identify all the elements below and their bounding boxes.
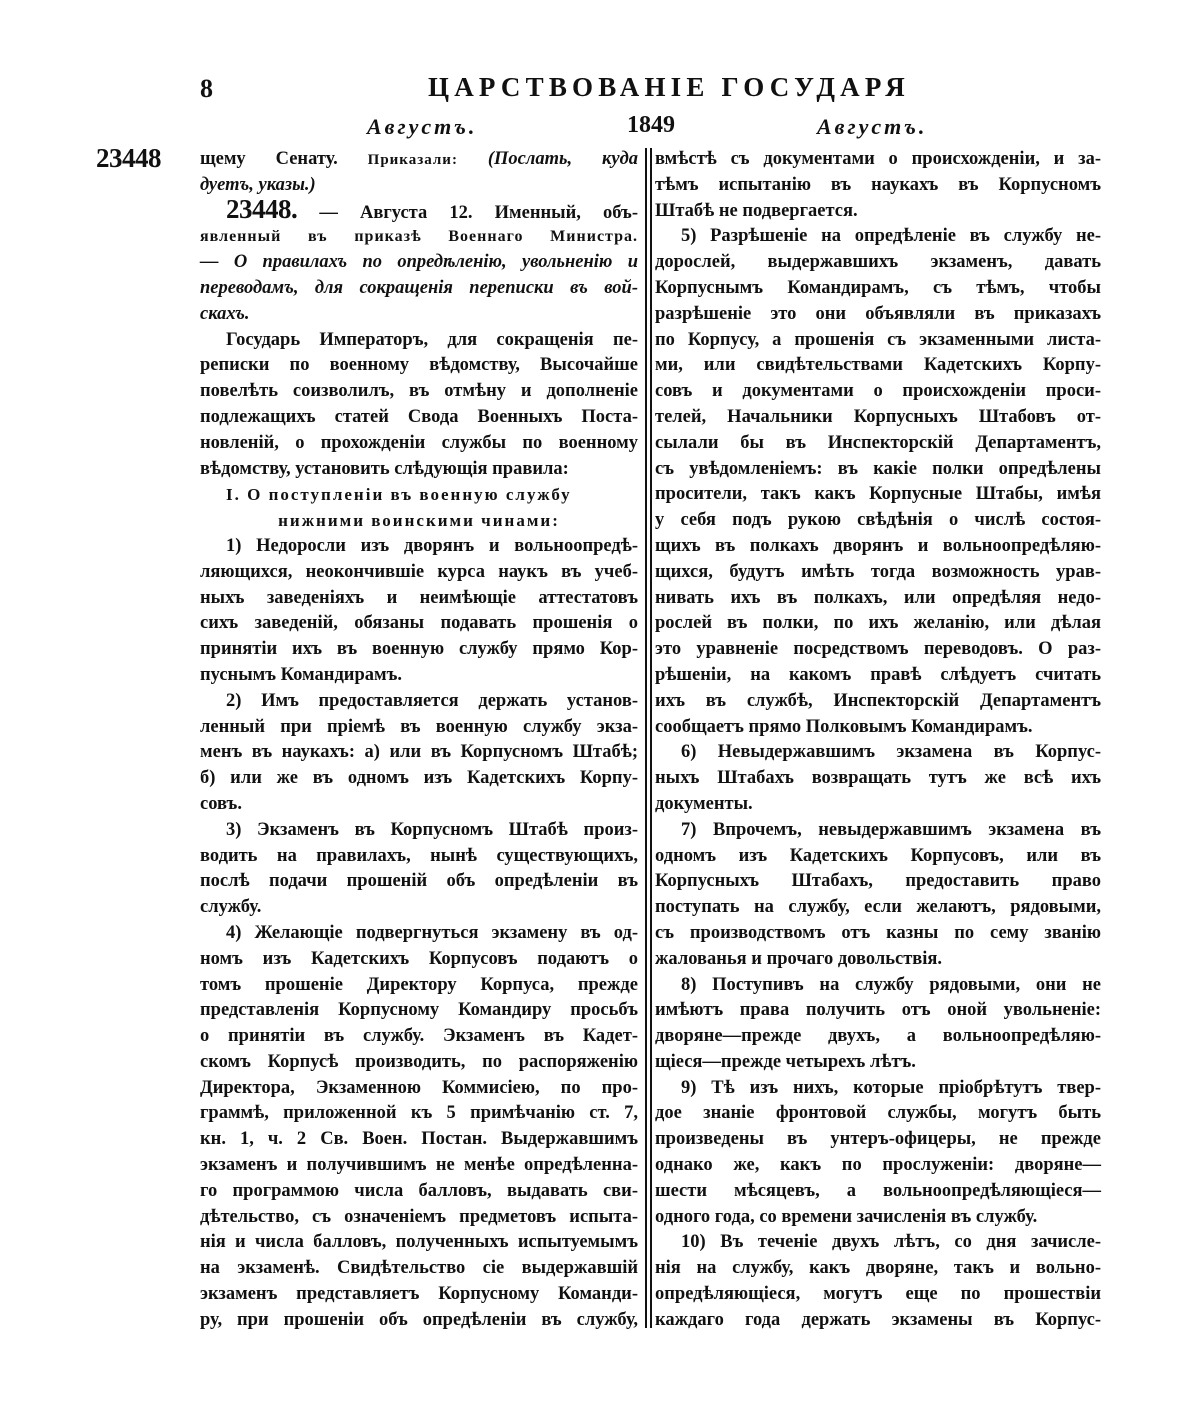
year: 1849 (627, 112, 675, 138)
right-column (655, 147, 1101, 1334)
text-line: нижними воинскими чинами: (278, 511, 560, 531)
text-line: 8) Поступивъ на службу рядовыми, они не (681, 974, 1101, 995)
text-line: 6) Невыдержавшимъ экзамена въ Корпус- (681, 742, 1101, 763)
text-line: водить на правилахъ, нынѣ существующихъ, (200, 845, 638, 866)
text-line: ихъ въ службѣ, Инспекторскій Департаментъ (655, 690, 1101, 711)
act-date: — Августа 12. Именный, объ- (319, 202, 638, 223)
text-line: томъ прошеніе Директору Корпуса, прежде (200, 974, 638, 995)
right-body (655, 147, 1101, 1334)
text-line: просители, такъ какъ Корпусные Штабы, имѣя (655, 484, 1101, 505)
text-line: однако же, какъ по прослуженіи: дворяне— (655, 1155, 1101, 1176)
text-line: рослей въ полки, по ихъ желанію, или дѣлая (655, 613, 1101, 634)
text-line: Штабѣ не подвергается. (655, 200, 858, 221)
paragraph (200, 818, 638, 921)
ordered-label: Приказали: (367, 152, 458, 168)
text-line: телей, Начальники Корпусныхъ Штабовъ от- (655, 406, 1101, 427)
text-line: 10) Въ теченіе двухъ лѣтъ, со дня зачисле- (681, 1232, 1101, 1253)
text-line: поступать на службу, если желаютъ, рядовыми, (655, 897, 1101, 918)
paragraph (655, 1076, 1101, 1231)
text-line: совъ и документами о происхожденіи проси- (655, 381, 1101, 402)
text-line: I. О поступленіи въ военную службу (226, 485, 572, 505)
text-line: одномъ изъ Кадетскихъ Корпусовъ, или въ (655, 845, 1101, 866)
text-line: дворяне—прежде двухъ, а вольноопредѣляю- (655, 1026, 1101, 1047)
left-body (200, 328, 638, 1334)
text-line: ленный при пріемѣ въ военную службу экза- (200, 716, 638, 737)
text-line: 9) Тѣ изъ нихъ, которые пріобрѣтутъ твер- (681, 1077, 1101, 1098)
text-line: 2) Имъ предоставляется держать установ- (226, 690, 638, 711)
paragraph (200, 689, 638, 818)
text-line: кн. 1, ч. 2 Св. Воен. Постан. Выдержавшимъ (200, 1129, 638, 1150)
text-line: послѣ подачи прошеній объ опредѣленіи въ (200, 871, 638, 892)
text-line: на экзаменѣ. Свидѣтельство сіе выдержавшій (200, 1258, 638, 1279)
text-line: шести мѣсяцевъ, а вольноопредѣляющіеся— (655, 1180, 1101, 1201)
paragraph (655, 973, 1101, 1076)
text-line: принятіи ихъ въ военную службу прямо Кор- (200, 639, 638, 660)
paragraph (200, 534, 638, 689)
running-title: ЦАРСТВОВАНІЕ ГОСУДАРЯ (428, 72, 910, 102)
text-line: б) или же въ одномъ изъ Кадетскихъ Корпу- (200, 768, 638, 789)
paragraph (655, 147, 1101, 224)
text-line: новленій, о прохожденіи службы по военному (200, 432, 638, 453)
left-column (200, 147, 638, 1334)
text-line: дорослей, выдержавшихъ экзаменъ, давать (655, 252, 1101, 273)
text-line: дуетъ, указы.) (200, 174, 316, 195)
text-line: вѣдомству, установить слѣдующія правила: (200, 458, 569, 479)
text-line: экзаменъ и получившимъ не менѣе опредѣленна- (200, 1155, 638, 1176)
text-line: ляющихся, неокончившіе курса наукъ въ учеб- (200, 561, 638, 582)
paragraph (200, 328, 638, 483)
act-title-line: — О правилахъ по опредѣленію, увольненію и (200, 252, 638, 273)
text-line: тѣмъ испытанію въ наукахъ въ Корпусномъ (655, 174, 1101, 195)
text-line (200, 147, 638, 173)
paragraph (655, 224, 1101, 740)
text-line: рѣшеніи, на какомъ правѣ слѣдуетъ считать (655, 664, 1101, 685)
text-line: имѣютъ права получить отъ оной увольненіе: (655, 1000, 1101, 1021)
text-line: ми, или свидѣтельствами Кадетскихъ Корпу- (655, 355, 1101, 376)
text-line: разрѣшеніе это они объявляли въ приказахъ (655, 303, 1101, 324)
text-line: нивать ихъ въ полкахъ, или опредѣляя недо- (655, 587, 1101, 608)
text-line: о принятіи въ службу. Экзаменъ въ Кадет- (200, 1026, 638, 1047)
text-line: скомъ Корпусѣ производить, по распоряженію (200, 1051, 638, 1072)
text-line: 3) Экзаменъ въ Корпусномъ Штабѣ произ- (226, 819, 638, 840)
text-line: у себя подъ рукою свѣдѣнія о числѣ состоя- (655, 510, 1101, 531)
text-line: повелѣть соизволилъ, въ отмѣну и дополненіе (200, 381, 638, 402)
text-line: съ производствомъ отъ казны по сему званію (655, 922, 1101, 943)
text-line: 5) Разрѣшеніе на опредѣленіе въ службу не- (681, 226, 1101, 247)
text-line: Корпуснымъ Командирамъ, съ тѣмъ, чтобы (655, 277, 1101, 298)
text-line: менъ въ наукахъ: а) или въ Корпусномъ Штабѣ; (200, 742, 638, 763)
paragraph (655, 1230, 1101, 1333)
text-line: съ увѣдомленіемъ: въ какіе полки опредѣлены (655, 458, 1101, 479)
text-line: одного года, со времени зачисленія въ службу. (655, 1206, 1038, 1227)
text-line: по Корпусу, а прошенія съ экзаменными листа- (655, 329, 1101, 350)
text-line: вмѣстѣ съ документами о происхожденіи, и за- (655, 149, 1101, 169)
text-line: Директора, Экзаменною Коммисіею, по про- (200, 1077, 638, 1098)
text-line: это уравненіе посредствомъ переводовъ. О раз- (655, 639, 1101, 660)
text-line: нія на службу, какъ дворяне, такъ и вольно- (655, 1258, 1101, 1279)
text-line: совъ. (200, 793, 242, 814)
text-line: го программою числа балловъ, выдавать сви- (200, 1180, 638, 1201)
text-line: ныхъ заведеніяхъ и неимѣющіе аттестатовъ (200, 587, 638, 608)
page-number: 8 (200, 74, 213, 103)
paragraph (200, 921, 638, 1334)
text-line: службу. (200, 897, 262, 918)
text-line: Корпусныхъ Штабахъ, предоставить право (655, 871, 1101, 892)
text-line: граммѣ, приложенной къ 5 примѣчанію ст. 7, (200, 1103, 638, 1124)
text-line: ру, при прошеніи объ опредѣленіи въ службу, (200, 1309, 638, 1330)
text-line: подлежащихъ статей Свода Военныхъ Поста- (200, 406, 638, 427)
section-heading (200, 482, 638, 534)
italic-segment: (Послать, куда (487, 149, 638, 169)
text-line: явленный въ приказѣ Военнаго Министра. (200, 228, 638, 246)
text-line: дое знаніе фронтовой службы, могутъ быть (655, 1103, 1101, 1124)
text-line: щіеся—прежде четырехъ лѣтъ. (655, 1051, 916, 1072)
text-line: 1) Недоросли изъ дворянъ и вольноопредѣ- (226, 535, 638, 556)
column-divider (645, 148, 647, 1328)
act-number: 23448. (226, 193, 298, 224)
month-right: Августъ. (817, 114, 928, 139)
text-line: представленія Корпусному Командиру просьбъ (200, 1000, 638, 1021)
text-line: реписки по военному вѣдомству, Высочайше (200, 355, 638, 376)
text-line: произведены въ унтеръ-офицеры, не прежде (655, 1129, 1101, 1150)
text-line: 4) Желающіе подвергнуться экзамену въ од- (226, 922, 638, 943)
text-line: жалованья и прочаго довольствія. (655, 948, 943, 969)
text-line: документы. (655, 793, 753, 814)
paragraph (655, 818, 1101, 973)
text-line: нія и числа балловъ, полученныхъ испытуемымъ (200, 1232, 638, 1253)
text-line: сихъ заведеній, обязаны подавать прошенія о (200, 613, 638, 634)
paragraph (655, 740, 1101, 817)
act-title-line: скахъ. (200, 303, 250, 324)
text-line: щихся, будутъ имѣть тогда возможность урав- (655, 561, 1101, 582)
text-line: сылали бы въ Инспекторскій Департаментъ, (655, 432, 1101, 453)
text-segment: щему Сенату. (200, 149, 338, 169)
text-line: опредѣляющіеся, могутъ еще по прошествіи (655, 1284, 1101, 1305)
column-divider (650, 148, 652, 1328)
month-left: Августъ. (367, 114, 478, 139)
text-line: Государь Императоръ, для сокращенія пе- (226, 329, 638, 350)
act-heading-line (200, 193, 638, 225)
text-line: экзаменъ представляетъ Корпусному Команди- (200, 1284, 638, 1305)
text-line: каждаго года держать экзамены въ Корпус- (655, 1309, 1101, 1330)
text-line: сообщаетъ прямо Полковымъ Командирамъ. (655, 716, 1033, 737)
text-line: номъ изъ Кадетскихъ Корпусовъ подаютъ о (200, 948, 638, 969)
text-line: 7) Впрочемъ, невыдержавшимъ экзамена въ (681, 819, 1101, 840)
text-line: дѣтельство, съ означеніемъ предметовъ испыта- (200, 1206, 638, 1227)
margin-act-number: 23448 (96, 143, 161, 173)
text-line: пуснымъ Командирамъ. (200, 664, 403, 685)
act-title-line: переводамъ, для сокращенія переписки въ вой- (200, 277, 638, 298)
text-line: ныхъ Штабахъ возвращать тутъ же всѣ ихъ (655, 768, 1101, 789)
text-line: щихъ въ полкахъ дворянъ и вольноопредѣляю- (655, 535, 1101, 556)
